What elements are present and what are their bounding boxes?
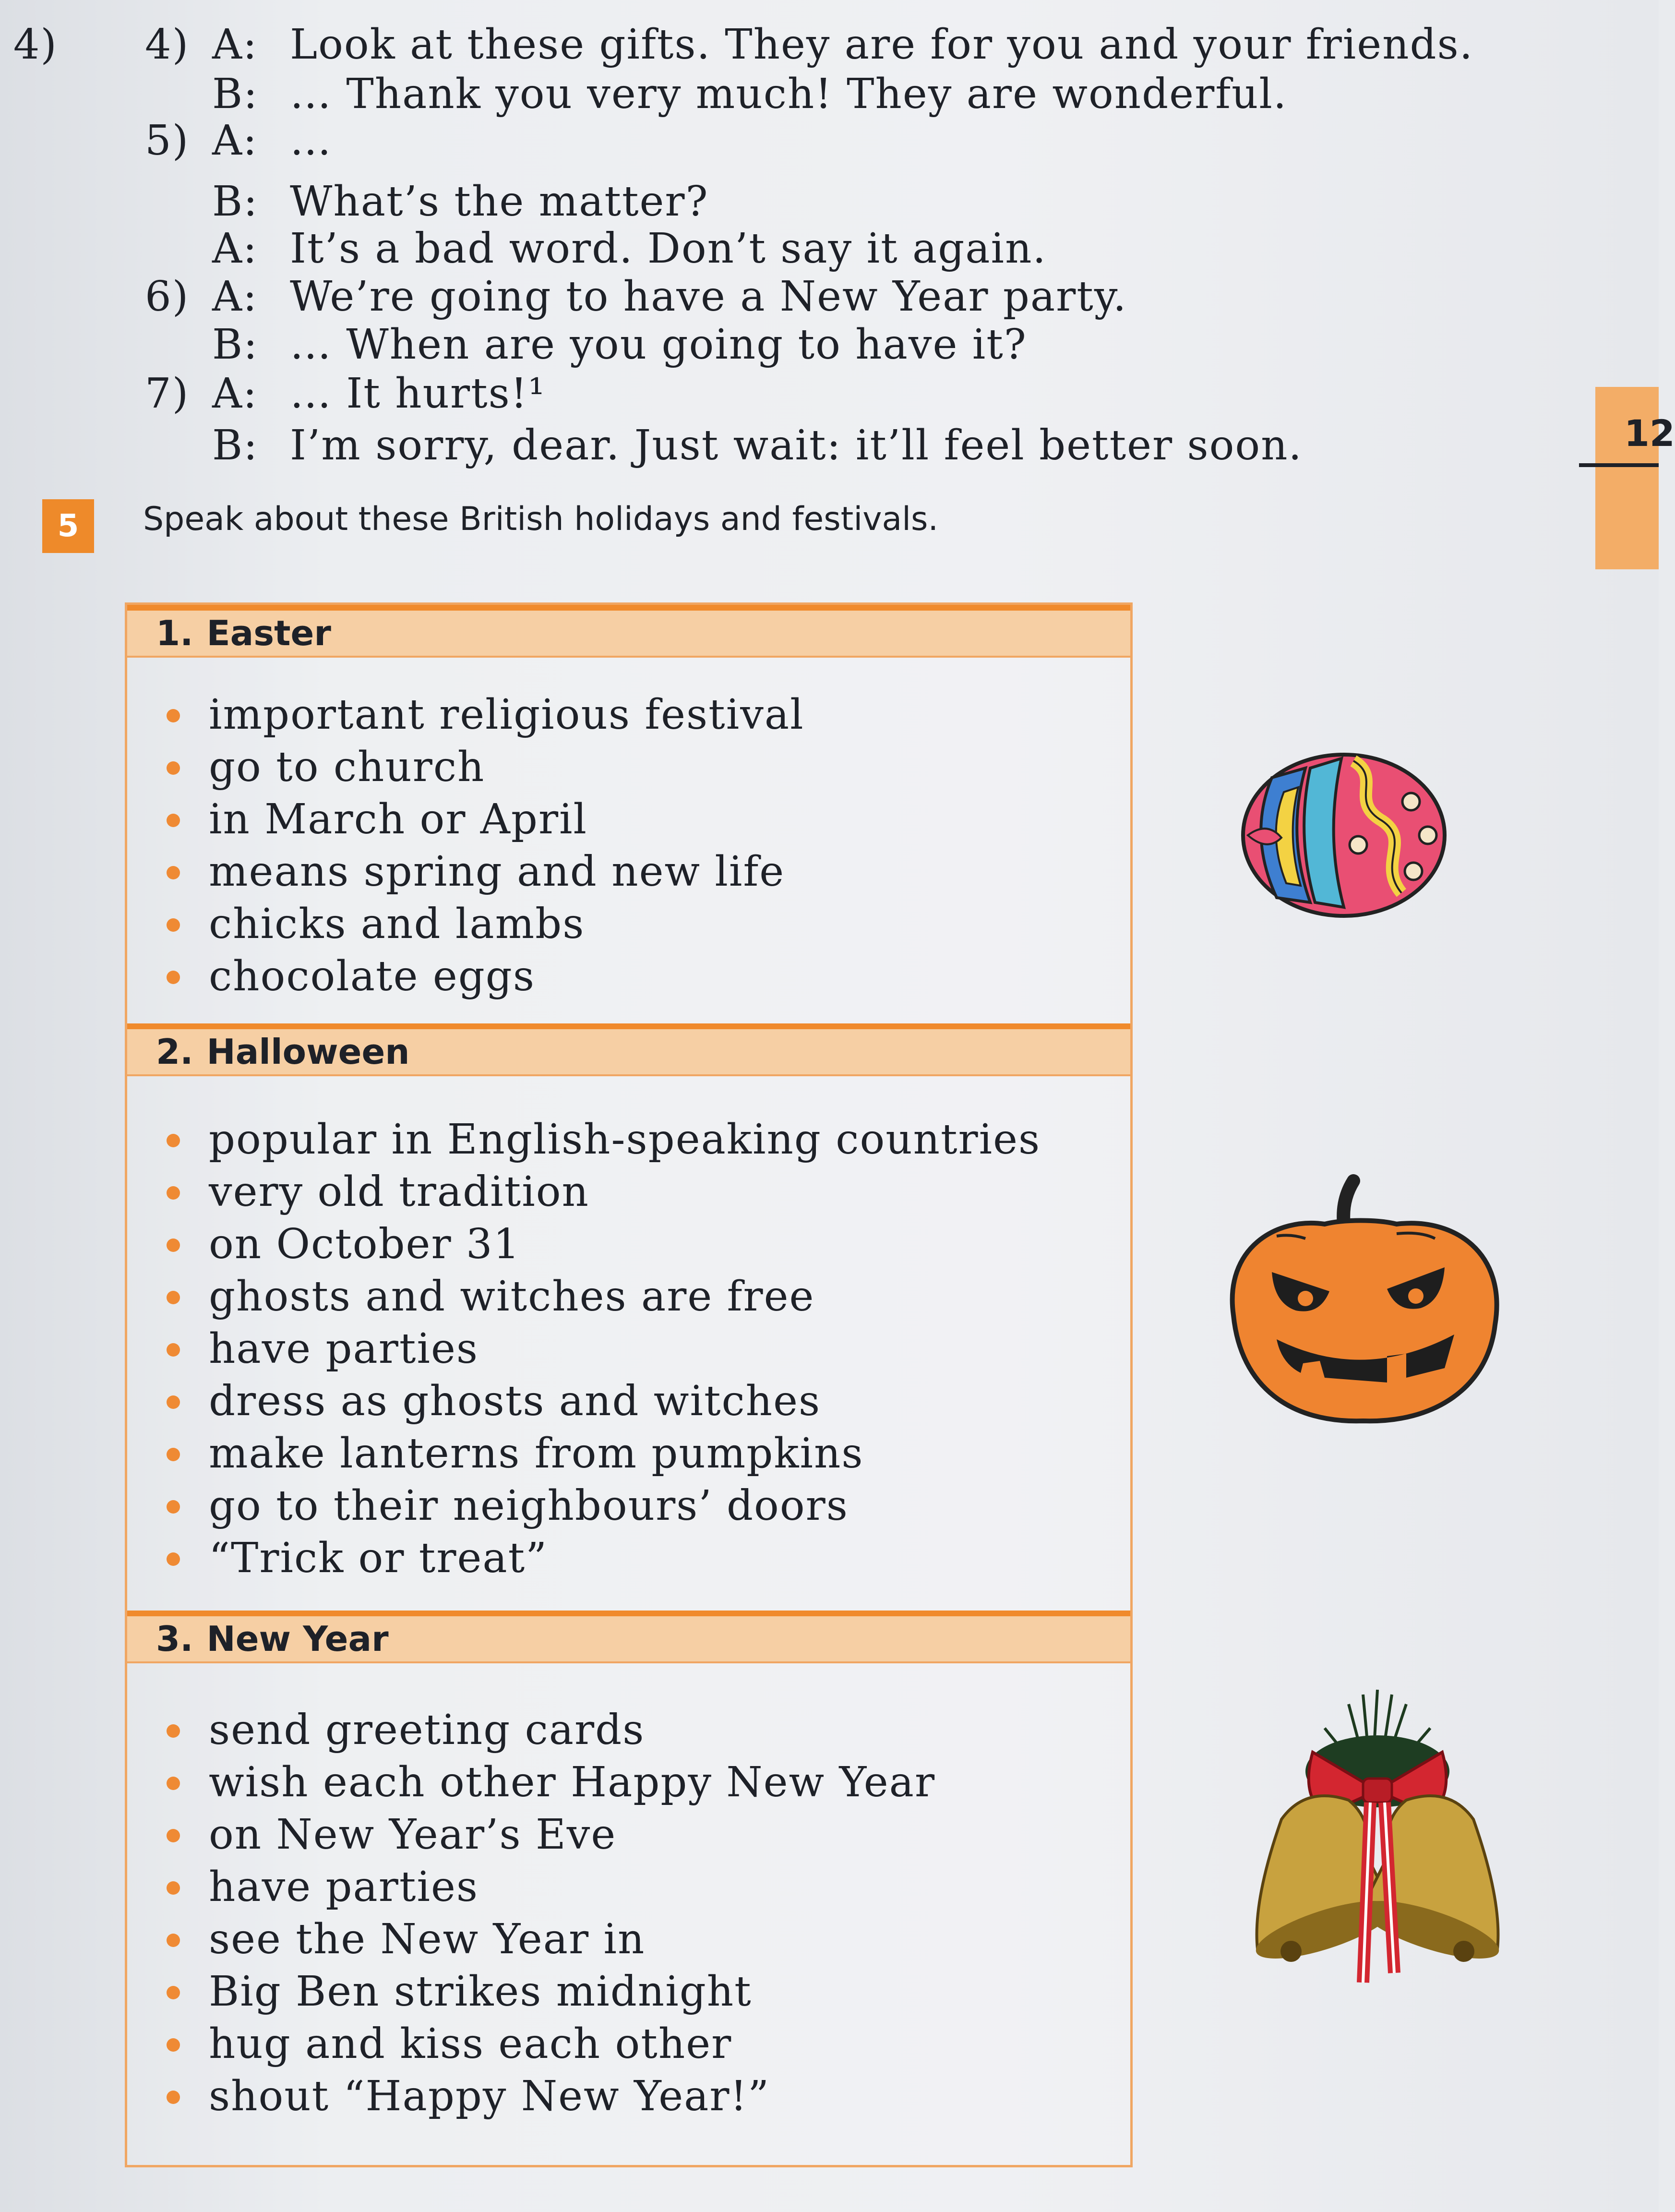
- bullet-icon: [167, 1448, 180, 1461]
- bullet-icon: [167, 761, 180, 775]
- list-item: [127, 1428, 1041, 1480]
- section-header-easter: [127, 605, 1130, 658]
- bullet-icon: [167, 1777, 180, 1790]
- list-item: [127, 1913, 935, 1966]
- list-item-text: chicks and lambs: [209, 900, 585, 948]
- bullet-icon: [167, 1829, 180, 1842]
- list-item: [127, 1218, 1041, 1271]
- bullet-icon: [167, 2038, 180, 2052]
- list-item-text: wish each other Happy New Year: [209, 1758, 936, 1806]
- list-item: [127, 793, 804, 846]
- exercise-instruction: Speak about these British holidays and festivals.: [143, 500, 939, 538]
- list-item-text: dress as ghosts and witches: [209, 1377, 821, 1425]
- section-number: 3.: [156, 1619, 193, 1659]
- dialogue-text: We’re going to have a New Year party.: [290, 273, 1127, 321]
- dialogue-speaker: B:: [212, 321, 259, 369]
- list-item-text: make lanterns from pumpkins: [209, 1430, 864, 1478]
- dialogue-speaker: A:: [212, 225, 258, 273]
- list-item-text: ghosts and witches are free: [209, 1273, 815, 1321]
- list-item-text: “Trick or treat”: [209, 1534, 548, 1582]
- dialogue-text: It’s a bad word. Don’t say it again.: [290, 225, 1047, 273]
- section-header-halloween: [127, 1023, 1130, 1076]
- bullet-icon: [167, 1134, 180, 1147]
- list-item: [127, 2070, 935, 2123]
- list-item: [127, 1809, 935, 1861]
- bullet-icon: [167, 1986, 180, 1999]
- list-item: [127, 1966, 935, 2018]
- list-item: [127, 1114, 1041, 1166]
- dialogue-text: … Thank you very much! They are wonderful.: [290, 70, 1288, 118]
- bullet-icon: [167, 971, 180, 984]
- list-item-text: have parties: [209, 1325, 479, 1373]
- section-title: New Year: [206, 1619, 389, 1659]
- holidays-box: [125, 602, 1133, 2167]
- dialogue-speaker: A:: [212, 117, 258, 165]
- dialogue-speaker: B:: [212, 421, 259, 469]
- list-item-text: have parties: [209, 1863, 479, 1911]
- halloween-list: [127, 1114, 1041, 1585]
- list-item: [127, 1271, 1041, 1323]
- list-item: [127, 1756, 935, 1809]
- dialogue-text: … It hurts!¹: [290, 370, 546, 418]
- list-item-text: chocolate eggs: [209, 952, 535, 1000]
- dialogue-text: I’m sorry, dear. Just wait: it’ll feel better soon.: [290, 421, 1303, 469]
- dialogue-4-num: 4): [145, 21, 190, 69]
- list-item-text: very old tradition: [209, 1168, 589, 1216]
- list-item: [127, 950, 804, 1003]
- list-item-text: on New Year’s Eve: [209, 1811, 617, 1859]
- list-item-text: popular in English-speaking countries: [209, 1116, 1041, 1164]
- list-item-text: send greeting cards: [209, 1706, 645, 1754]
- list-item-text: hug and kiss each other: [209, 2020, 732, 2068]
- dialogue-speaker: A:: [212, 21, 258, 69]
- bullet-icon: [167, 918, 180, 932]
- list-item: [127, 1532, 1041, 1585]
- list-item: [127, 1704, 935, 1756]
- exercise-number-badge: 5: [42, 499, 94, 553]
- easter-list: [127, 689, 804, 1003]
- bullet-icon: [167, 2091, 180, 2104]
- bullet-icon: [167, 814, 180, 827]
- bullet-icon: [167, 1500, 180, 1514]
- dialogue-speaker: A:: [212, 370, 258, 418]
- list-item: [127, 846, 804, 898]
- list-item: [127, 1323, 1041, 1375]
- list-item: [127, 2018, 935, 2070]
- list-item: [127, 1375, 1041, 1428]
- list-item: [127, 1166, 1041, 1218]
- page-tab-rule: [1579, 463, 1659, 467]
- list-item: [127, 741, 804, 793]
- section-title: Easter: [206, 613, 331, 653]
- bullet-icon: [167, 1552, 180, 1566]
- list-item-text: shout “Happy New Year!”: [209, 2072, 770, 2120]
- bullet-icon: [167, 1186, 180, 1200]
- dialogue-7-num: 7): [145, 370, 190, 418]
- dialogue-text: … When are you going to have it?: [290, 321, 1027, 369]
- christmas-bells-icon: [1229, 1675, 1526, 1992]
- new-year-list: [127, 1704, 935, 2123]
- dialogue-speaker: A:: [212, 273, 258, 321]
- list-item: [127, 1480, 1041, 1532]
- dialogue-text: Look at these gifts. They are for you and your friends.: [290, 21, 1474, 69]
- bullet-icon: [167, 1291, 180, 1304]
- dialogue-speaker: B:: [212, 70, 259, 118]
- section-header-new-year: [127, 1611, 1130, 1663]
- list-item-text: see the New Year in: [209, 1915, 646, 1963]
- section-title: Halloween: [206, 1032, 410, 1072]
- dialogue-speaker: B:: [212, 178, 259, 226]
- bullet-icon: [167, 709, 180, 722]
- bullet-icon: [167, 1934, 180, 1947]
- bullet-icon: [167, 866, 180, 879]
- section-number: 2.: [156, 1032, 193, 1072]
- dialogue-6-num: 6): [145, 273, 190, 321]
- list-item: [127, 898, 804, 950]
- bullet-icon: [167, 1343, 180, 1357]
- bullet-icon: [167, 1724, 180, 1738]
- bullet-icon: [167, 1395, 180, 1409]
- dialogue-5-num: 5): [145, 117, 190, 165]
- list-item-text: go to church: [209, 743, 485, 791]
- list-item-text: go to their neighbours’ doors: [209, 1482, 849, 1530]
- section-number: 1.: [156, 613, 193, 653]
- page-number: 12: [1624, 412, 1675, 455]
- list-item: [127, 689, 804, 741]
- easter-egg-icon: [1238, 749, 1449, 922]
- dialogue-number: 4): [13, 21, 58, 69]
- list-item-text: means spring and new life: [209, 848, 785, 896]
- bullet-icon: [167, 1881, 180, 1895]
- dialogue-text: What’s the matter?: [290, 178, 709, 226]
- dialogue-text: …: [290, 117, 332, 165]
- pumpkin-icon: [1205, 1171, 1517, 1431]
- list-item: [127, 1861, 935, 1913]
- list-item-text: on October 31: [209, 1220, 521, 1268]
- list-item-text: in March or April: [209, 795, 588, 843]
- list-item-text: Big Ben strikes midnight: [209, 1968, 752, 2016]
- bullet-icon: [167, 1238, 180, 1252]
- list-item-text: important religious festival: [209, 691, 804, 739]
